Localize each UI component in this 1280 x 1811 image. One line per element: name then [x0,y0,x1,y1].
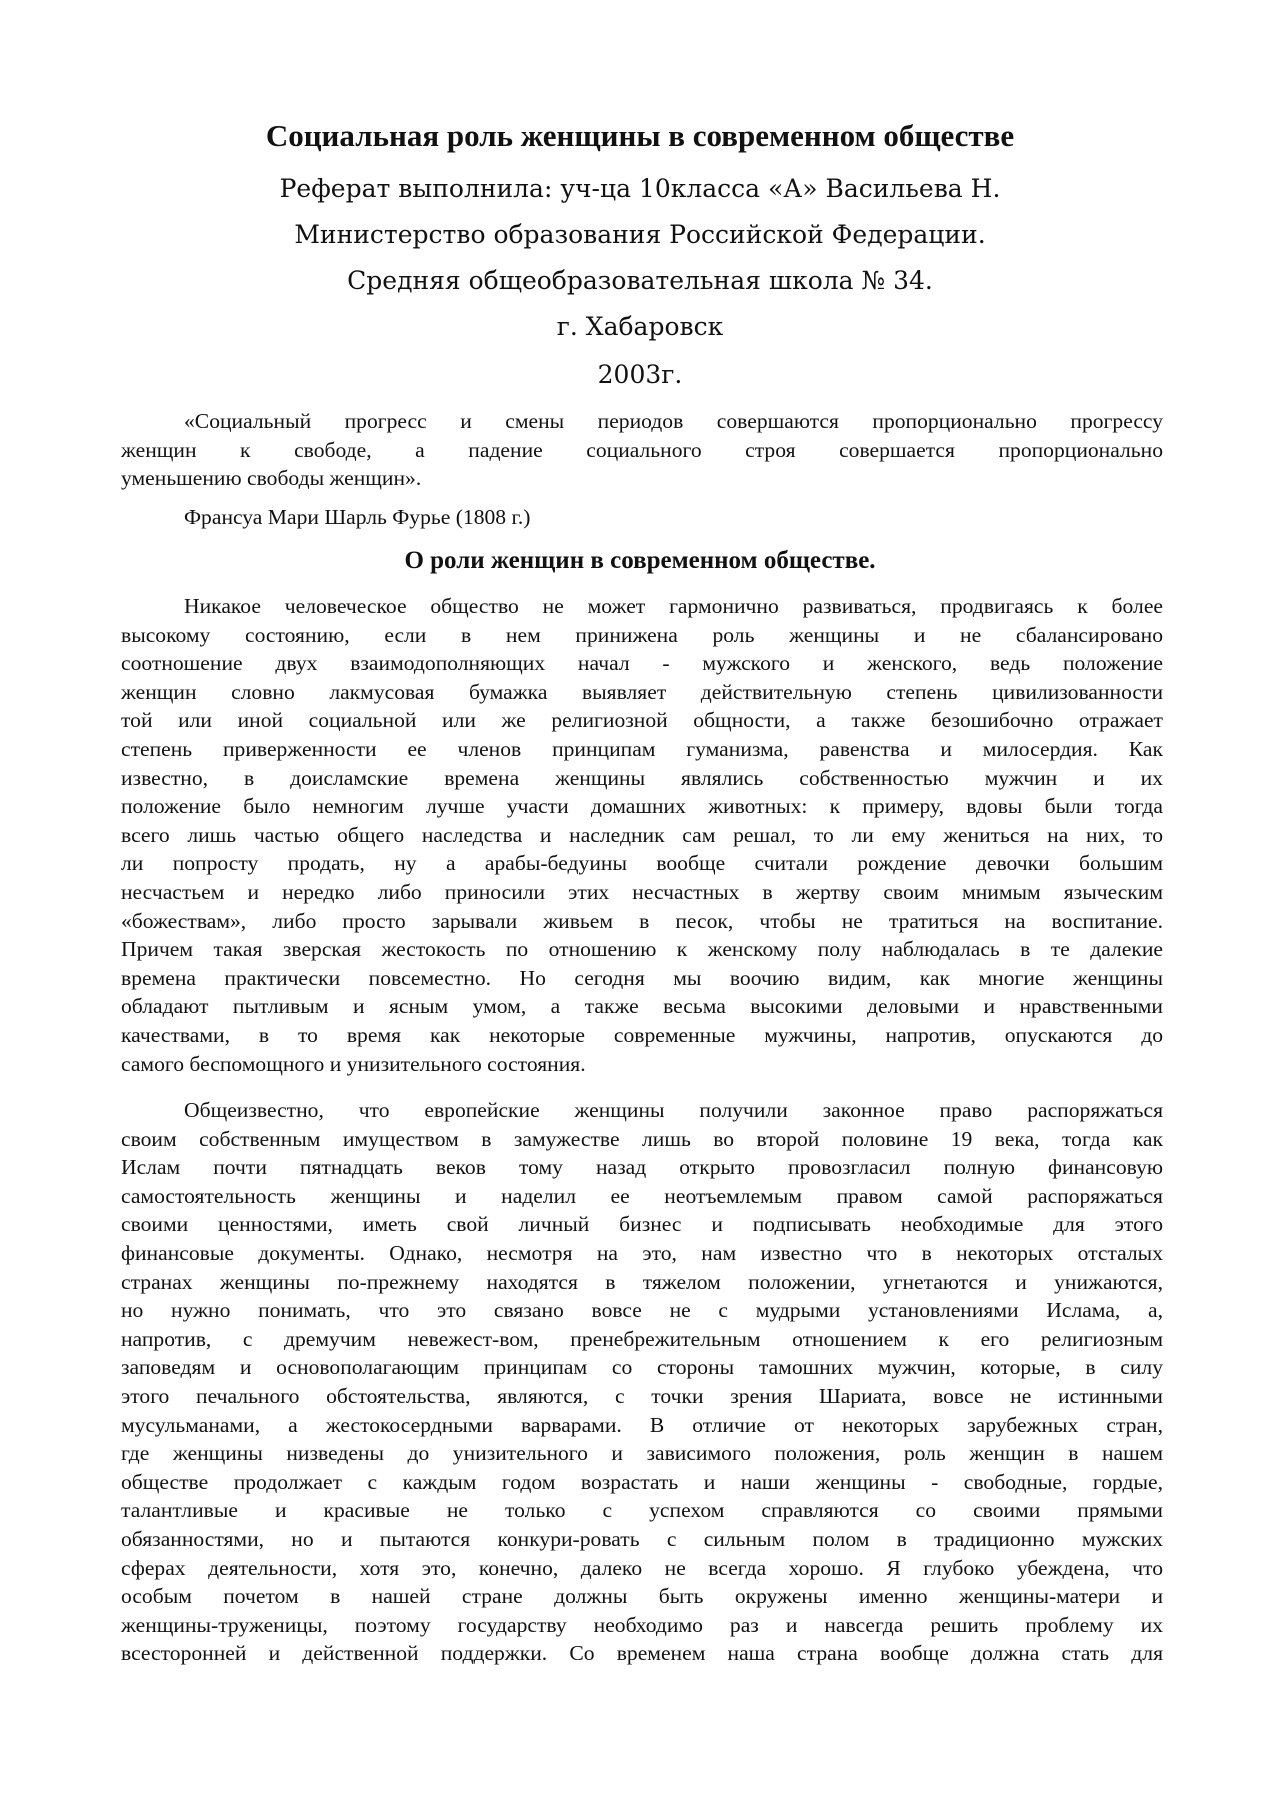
paragraph-line: талантливые и красивые не только с успехом справляются со своими прямыми [121,1498,1163,1523]
paragraph-line: качествами, в то время как некоторые современные мужчины, напротив, опускаются до [121,1022,1163,1047]
paragraph-line: но нужно понимать, что это связано вовсе не с мудрыми установлениями Ислама, а, [121,1298,1163,1323]
body-paragraph-2 [121,1096,1163,1668]
body-paragraph-1 [121,592,1163,1078]
school-line: Средняя общеобразовательная школа № 34. [347,266,933,295]
paragraph-line: той или иной социальной или же религиозной общности, а также безошибочно отражает [121,708,1163,733]
paragraph-line: соотношение двух взаимодополняющих начал - мужского и женского, ведь положение [121,651,1163,676]
paragraph-line: особым почетом в нашей стране должны быть окружены именно женщины-матери и [121,1584,1163,1609]
paragraph-line: степень приверженности ее членов принципам гуманизма, равенства и милосердия. Как [121,736,1163,761]
paragraph-line: ли попросту продать, ну а арабы-бедуины вообще считали рождение девочки большим [121,851,1163,876]
paragraph-line: напротив, с дремучим невежест-вом, пренебрежительным отношением к его религиозным [121,1326,1163,1351]
paragraph-line: женщины-труженицы, поэтому государству необходимо раз и навсегда решить проблему их [121,1612,1163,1637]
paragraph-line: самостоятельность женщины и наделил ее неотъемлемым правом самой распоряжаться [121,1183,1163,1208]
city-line: г. Хабаровск [556,312,724,341]
paragraph-line: Ислам почти пятнадцать веков тому назад открыто провозгласил полную финансовую [121,1155,1163,1180]
paragraph-line: мусульманами, а жестокосердными варварами. В отличие от некоторых зарубежных стран, [121,1412,1163,1437]
paragraph-line: всего лишь частью общего наследства и наследник сам решал, то ли ему жениться на них, то [121,822,1163,847]
paragraph-line: Никакое человеческое общество не может гармонично развиваться, продвигаясь к более [184,594,1163,618]
document-title: Социальная роль женщины в современном обществе [265,118,1015,153]
year-line: 2003г. [597,360,683,389]
paragraph-line: высокому состоянию, если в нем принижена роль женщины и не сбалансировано [121,622,1163,647]
author-line: Реферат выполнила: уч-ца 10класса «А» Васильева Н. [279,174,1001,203]
paragraph-line: Причем такая зверская жестокость по отношению к женскому полу наблюдалась в те далекие [121,937,1163,962]
paragraph-line: обязанностями, но и пытаются конкури-ровать с сильным полом в традиционно мужских [121,1526,1163,1551]
paragraph-line: этого печального обстоятельства, являются, с точки зрения Шариата, вовсе не истинными [121,1383,1163,1408]
paragraph-line: Общеизвестно, что европейские женщины получили законное право распоряжаться [184,1098,1163,1122]
paragraph-line: несчастьем и нередко либо приносили этих несчастных в жертву своим мнимым языческим [121,879,1163,904]
paragraph-line: своими ценностями, иметь свой личный бизнес и подписывать необходимые для этого [121,1212,1163,1237]
paragraph-line: всесторонней и действенной поддержки. Со временем наша страна вообще должна стать для [121,1641,1163,1666]
paragraph-line: женщин словно лакмусовая бумажка выявляет действительную степень цивилизованности [121,679,1163,704]
section-heading: О роли женщин в современном обществе. [404,547,876,574]
epigraph-line: уменьшению свободы женщин». [121,466,422,491]
paragraph-line: положение было немногим лучше участи домашних животных: к примеру, вдовы были тогда [121,794,1163,819]
paragraph-line: времена практически повсеместно. Но сегодня мы воочию видим, как многие женщины [121,965,1163,990]
epigraph-line: женщин к свободе, а падение социального строя совершается пропорционально [121,437,1163,462]
paragraph-line: где женщины низведены до унизительного и зависимого положения, роль женщин в нашем [121,1441,1163,1466]
paragraph-line: финансовые документы. Однако, несмотря на это, нам известно что в некоторых отсталых [121,1240,1163,1265]
epigraph-line: «Социальный прогресс и смены периодов совершаются пропорционально прогрессу [184,409,1163,433]
epigraph-quote [121,407,1163,493]
epigraph-source-text: Франсуа Мари Шарль Фурье (1808 г.) [184,505,531,529]
paragraph-line: сферах деятельности, хотя это, конечно, далеко не всегда хорошо. Я глубоко убеждена, что [121,1555,1163,1580]
paragraph-line: заповедям и основополагающим принципам со стороны тамошних мужчин, которые, в силу [121,1355,1163,1380]
paragraph-line: известно, в доисламские времена женщины являлись собственностью мужчин и их [121,765,1163,790]
paragraph-line: странах женщины по-прежнему находятся в тяжелом положении, угнетаются и унижаются, [121,1269,1163,1294]
paragraph-line: обладают пытливым и ясным умом, а также весьма высокими деловыми и нравственными [121,994,1163,1019]
paragraph-line: обществе продолжает с каждым годом возрастать и наши женщины - свободные, гордые, [121,1469,1163,1494]
paragraph-line: самого беспомощного и унизительного состояния. [121,1051,586,1076]
epigraph-source [121,503,1163,532]
paragraph-line: «божествам», либо просто зарывали живьем в песок, чтобы не тратиться на воспитание. [121,908,1163,933]
ministry-line: Министерство образования Российской Федерации. [294,220,986,249]
paragraph-line: своим собственным имуществом в замужестве лишь во второй половине 19 века, тогда как [121,1126,1163,1151]
